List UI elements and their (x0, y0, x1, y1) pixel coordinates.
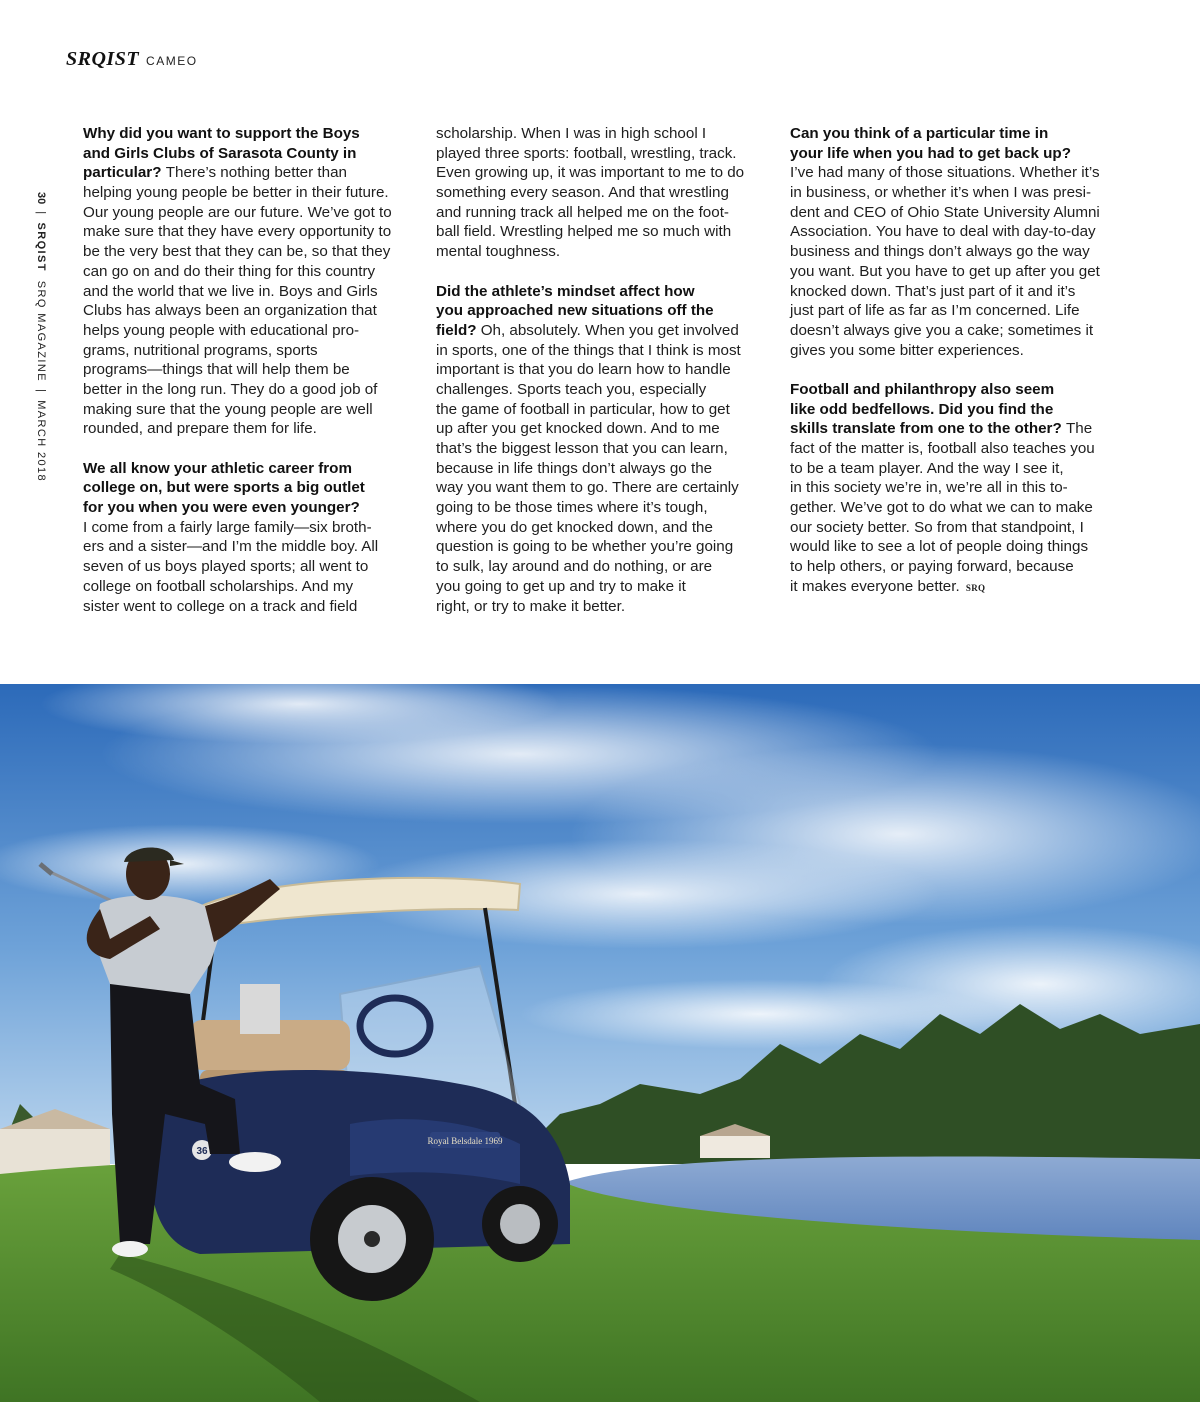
answer-text: Clubs has always been an organization that (83, 302, 377, 320)
golfer-shoe-left (112, 1241, 148, 1257)
question-text: skills translate from one to the other? (790, 420, 1066, 438)
text-line (790, 203, 1116, 223)
text-line (436, 537, 762, 557)
answer-text: Even growing up, it was important to me to do (436, 164, 745, 182)
text-line (83, 183, 409, 203)
answer-text: to be a team player. And the way I see it, (790, 459, 1064, 477)
answer-text: make sure that they have every opportunity to (83, 223, 392, 241)
text-line (436, 242, 762, 262)
text-line (790, 380, 1116, 400)
answer-text: can go on and do their thing for this country (83, 262, 376, 280)
page-header (66, 48, 198, 71)
text-line (790, 557, 1116, 577)
text-line (83, 400, 409, 420)
paragraph-gap (83, 439, 409, 459)
answer-text: that’s the biggest lesson that you can learn, (436, 440, 728, 457)
text-line (790, 341, 1116, 361)
answer-text: would like to see a lot of people doing things (790, 538, 1089, 556)
text-line (790, 498, 1116, 518)
text-line (83, 321, 409, 341)
article-column-3 (790, 124, 1116, 597)
text-line (790, 518, 1116, 538)
text-line (83, 597, 409, 617)
golf-bag (240, 984, 280, 1034)
question-text: We all know your athletic career from (83, 459, 352, 477)
text-line (790, 439, 1116, 459)
answer-text: knocked down. That’s just part of it and it’s (790, 282, 1076, 300)
text-line (790, 183, 1116, 203)
text-line (436, 419, 762, 439)
text-line (436, 459, 762, 479)
answer-text: in business, or whether it’s when I was presi- (790, 184, 1092, 202)
text-line (436, 400, 762, 420)
answer-text: sister went to college on a track and field (83, 597, 358, 615)
text-line (436, 518, 762, 538)
text-line (436, 341, 762, 361)
text-line (83, 419, 409, 439)
text-line (436, 321, 762, 341)
answer-text: ers and a sister—and I’m the middle boy. All (83, 538, 379, 556)
answer-text: grams, nutritional programs, sports (83, 341, 318, 359)
answer-text: the game of football in particular, how to get (436, 400, 730, 418)
text-line (83, 518, 409, 538)
golfer-shoe-right (229, 1152, 281, 1172)
question-text: Football and philanthropy also seem (790, 380, 1055, 398)
answer-text: challenges. Sports teach you, especially (436, 380, 707, 398)
text-line (83, 380, 409, 400)
answer-text: it makes everyone better. (790, 577, 964, 595)
question-text: field? (436, 321, 481, 339)
golf-course-photo (0, 684, 1200, 1402)
text-line (83, 360, 409, 380)
answer-text: Association. You have to deal with day-to-day (790, 223, 1096, 241)
text-line (436, 203, 762, 223)
cart-label: Royal Belsdale 1969 (427, 1136, 503, 1146)
answer-text: Oh, absolutely. When you get involved (480, 321, 739, 339)
text-line (436, 222, 762, 242)
answer-text: better in the long run. They do a good job of (83, 380, 378, 398)
text-line (790, 459, 1116, 479)
text-line (790, 537, 1116, 557)
page-sidebar (30, 192, 48, 483)
answer-text: played three sports: football, wrestling, track. (436, 144, 737, 162)
answer-text: ball field. Wrestling helped me so much with (436, 223, 732, 241)
text-line (436, 557, 762, 577)
text-line (790, 262, 1116, 282)
answer-text: be the very best that they can be, so that they (83, 243, 391, 261)
text-line (436, 144, 762, 164)
answer-text: mental toughness. (436, 243, 561, 261)
question-text: and Girls Clubs of Sarasota County in (83, 144, 357, 162)
text-line (790, 577, 1116, 597)
paragraph-gap (436, 262, 762, 282)
question-text: Did the athlete’s mindset affect how (436, 282, 695, 300)
answer-text: in this society we’re in, we’re all in this to- (790, 479, 1068, 497)
end-mark: SRQ (965, 582, 986, 593)
text-line (790, 419, 1116, 439)
answer-text: to sulk, lay around and do nothing, or are (436, 558, 713, 576)
answer-text: business and things don’t always go the way (790, 243, 1090, 261)
answer-text: dent and CEO of Ohio State University Alumni (790, 203, 1100, 221)
answer-text: I’ve had many of those situations. Whether it’s (790, 164, 1100, 182)
answer-text: fact of the matter is, football also teaches you (790, 440, 1095, 457)
answer-text: making sure that the young people are well (83, 400, 373, 418)
answer-text: rounded, and prepare them for life. (83, 420, 317, 438)
paragraph-gap (790, 360, 1116, 380)
text-line (436, 597, 762, 617)
answer-text: our society better. So from that standpoint, I (790, 518, 1084, 536)
text-line (790, 400, 1116, 420)
text-line (436, 498, 762, 518)
text-line (436, 163, 762, 183)
sidebar-brand: SRQIST (35, 222, 47, 272)
answer-text: and the world that we live in. Boys and Girls (83, 282, 378, 300)
text-line (83, 577, 409, 597)
answer-text: scholarship. When I was in high school I (436, 125, 707, 142)
text-line (436, 360, 762, 380)
answer-text: question is going to be whether you’re going (436, 538, 734, 556)
sidebar-magazine: SRQ MAGAZINE (35, 280, 47, 382)
text-line (83, 222, 409, 242)
text-line (790, 222, 1116, 242)
answer-text: helps young people with educational pro- (83, 321, 360, 339)
answer-text: where you do get knocked down, and the (436, 518, 713, 536)
sidebar-separator-2: | (35, 388, 47, 394)
answer-text: something every season. And that wrestling (436, 184, 729, 202)
cart-number: 36 (196, 1146, 208, 1157)
answer-text: important is that you do learn how to handle (436, 361, 731, 379)
text-line (83, 282, 409, 302)
answer-text: right, or try to make it better. (436, 597, 626, 615)
article-column-2 (436, 124, 762, 616)
sidebar-issue: MARCH 2018 (35, 400, 47, 483)
text-line (790, 163, 1116, 183)
text-line (83, 459, 409, 479)
answer-text: helping young people be better in their future. (83, 184, 389, 202)
text-line (83, 557, 409, 577)
answer-text: seven of us boys played sports; all went to (83, 558, 369, 576)
question-text: you approached new situations off the (436, 302, 714, 320)
text-line (790, 478, 1116, 498)
text-line (436, 439, 762, 459)
question-text: particular? (83, 164, 166, 182)
text-line (790, 321, 1116, 341)
answer-text: The (1065, 420, 1093, 438)
text-line (436, 124, 762, 144)
answer-text: because in life things don’t always go the (436, 459, 713, 477)
answer-text: doesn’t always give you a cake; sometimes it (790, 321, 1094, 339)
text-line (790, 144, 1116, 164)
answer-text: There’s nothing better than (165, 164, 347, 182)
magazine-logo: SRQIST (66, 48, 140, 70)
text-line (790, 282, 1116, 302)
sidebar-separator: | (35, 211, 47, 216)
text-line (83, 124, 409, 144)
text-line (436, 380, 762, 400)
text-line (790, 301, 1116, 321)
text-line (83, 341, 409, 361)
text-line (436, 183, 762, 203)
question-text: your life when you had to get back up? (790, 144, 1071, 162)
question-text: like odd bedfellows. Did you find the (790, 400, 1054, 418)
text-line (83, 301, 409, 321)
question-text: college on, but were sports a big outlet (83, 479, 365, 497)
text-line (83, 537, 409, 557)
answer-text: college on football scholarships. And my (83, 577, 354, 595)
answer-text: you want. But you have to get up after you get (790, 262, 1100, 280)
text-line (83, 242, 409, 262)
answer-text: way you want them to go. There are certainly (436, 479, 739, 497)
article-column-1 (83, 124, 409, 616)
text-line (83, 163, 409, 183)
text-line (790, 242, 1116, 262)
text-line (436, 478, 762, 498)
question-text: Can you think of a particular time in (790, 125, 1049, 142)
text-line (83, 478, 409, 498)
answer-text: programs—things that will help them be (83, 361, 350, 379)
answer-text: gether. We’ve got to do what we can to make (790, 499, 1093, 517)
answer-text: I come from a fairly large family—six broth- (83, 518, 372, 536)
answer-text: and running track all helped me on the foot- (436, 203, 729, 221)
text-line (436, 301, 762, 321)
answer-text: going to be those times where it’s tough, (436, 499, 708, 517)
answer-text: up after you get knocked down. And to me (436, 420, 720, 438)
answer-text: you going to get up and try to make it (436, 577, 686, 595)
text-line (790, 124, 1116, 144)
section-name: CAMEO (146, 54, 198, 68)
text-line (83, 262, 409, 282)
page-number: 30 (35, 192, 47, 205)
answer-text: just part of life as far as I’m concerned. Life (790, 302, 1080, 320)
question-text: Why did you want to support the Boys (83, 125, 360, 142)
text-line (83, 144, 409, 164)
text-line (83, 498, 409, 518)
text-line (83, 203, 409, 223)
text-line (436, 577, 762, 597)
text-line (436, 282, 762, 302)
answer-text: gives you some bitter experiences. (790, 341, 1024, 359)
answer-text: in sports, one of the things that I think is most (436, 341, 741, 359)
answer-text: to help others, or paying forward, because (790, 558, 1074, 576)
answer-text: Our young people are our future. We’ve got to (83, 203, 392, 221)
question-text: for you when you were even younger? (83, 499, 360, 517)
